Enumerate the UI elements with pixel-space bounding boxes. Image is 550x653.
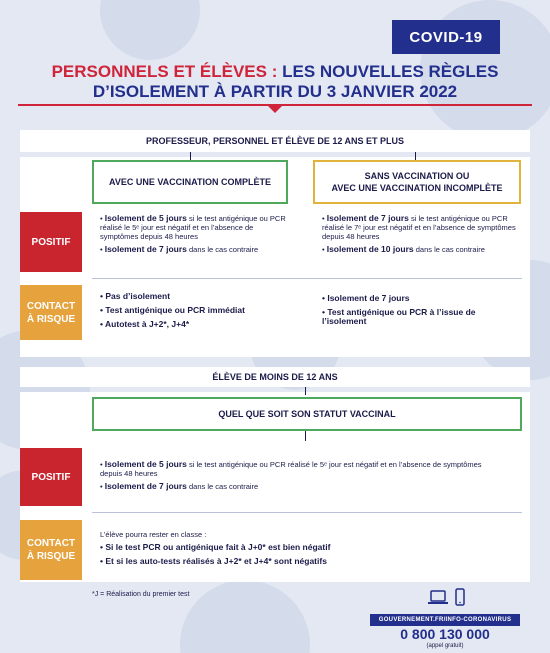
positif-child-cell (100, 460, 500, 495)
title-red-part: PERSONNELS ET ÉLÈVES : (51, 62, 278, 81)
phone-note: (appel gratuit) (426, 643, 464, 649)
list-item: • Test antigénique ou PCR à l’issue de l’isolement (322, 308, 512, 326)
contact-unvaccinated-cell (322, 294, 512, 331)
list-item: • Pas d’isolement (100, 292, 290, 301)
col-heading-unvaccinated-line2: AVEC UNE VACCINATION INCOMPLÈTE (331, 183, 503, 193)
contact-label-line2: À RISQUE (26, 551, 76, 562)
list-item: • Isolement de 10 jours dans le cas contraire (322, 244, 485, 254)
footnote: *J = Réalisation du premier test (92, 591, 190, 598)
title-line2: D’ISOLEMENT À PARTIR DU 3 JANVIER 2022 (92, 82, 458, 101)
connector-line (305, 431, 306, 441)
gov-url-link[interactable]: GOUVERNEMENT.FR/INFO-CORONAVIRUS (370, 614, 520, 626)
contact-intro: L’élève pourra rester en classe : (100, 530, 207, 539)
positif-label: POSITIF (20, 448, 82, 506)
row-separator (92, 512, 522, 513)
laptop-icon (428, 590, 448, 606)
connector-line (415, 152, 416, 160)
connector-line (190, 152, 191, 160)
list-item: • Isolement de 7 jours (322, 294, 512, 303)
list-item: • Isolement de 5 jours si le test antigénique ou PCR réalisé le 5ᵉ jour est négatif et en l’absence de symptômes depuis 48 heures (100, 213, 286, 241)
col-heading-unvaccinated (313, 160, 521, 204)
connector-line (305, 387, 306, 395)
list-item: • Isolement de 5 jours si le test antigénique ou PCR réalisé le 5ᵉ jour est négatif et en l’absence de symptômes depuis 48 heures (100, 459, 482, 478)
col-heading-vaccinated: AVEC UNE VACCINATION COMPLÈTE (92, 160, 288, 204)
mobile-icon (455, 588, 465, 606)
list-item: • Isolement de 7 jours si le test antigénique ou PCR réalisé le 7ᵉ jour est négatif et en l’absence de symptômes depuis 48 heures (322, 213, 516, 241)
title-divider-arrow (268, 106, 282, 113)
contact-vaccinated-cell (100, 292, 290, 334)
contact-a-risque-label (20, 285, 82, 340)
contact-label-line1: CONTACT (26, 538, 76, 549)
col-heading-any-status: QUEL QUE SOIT SON STATUT VACCINAL (92, 397, 522, 431)
positif-label: POSITIF (20, 212, 82, 272)
positif-unvaccinated-cell (322, 214, 522, 258)
list-item: • Si le test PCR ou antigénique fait à J+0* est bien négatif (100, 543, 500, 552)
phone-number: 0 800 130 000 (400, 626, 490, 642)
positif-vaccinated-cell (100, 214, 290, 258)
section2-heading: ÉLÈVE DE MOINS DE 12 ANS (20, 367, 530, 387)
list-item: • Et si les auto-tests réalisés à J+2* et J+4* sont négatifs (100, 557, 500, 566)
page-title (20, 62, 530, 102)
list-item: • Test antigénique ou PCR immédiat (100, 306, 290, 315)
virus-decoration (180, 580, 310, 653)
list-item: • Isolement de 7 jours dans le cas contraire (100, 481, 259, 491)
title-blue-part: LES NOUVELLES RÈGLES (282, 62, 499, 81)
contact-child-cell (100, 530, 500, 571)
row-separator (92, 278, 522, 279)
virus-decoration (100, 0, 200, 60)
contact-label-line1: CONTACT (26, 300, 76, 312)
section1-heading: PROFESSEUR, PERSONNEL ET ÉLÈVE DE 12 ANS ET PLUS (20, 130, 530, 152)
contact-a-risque-label (20, 520, 82, 580)
list-item: • Autotest à J+2*, J+4* (100, 320, 290, 329)
col-heading-unvaccinated-line1: SANS VACCINATION OU (364, 171, 470, 181)
list-item: • Isolement de 7 jours dans le cas contraire (100, 244, 259, 254)
contact-label-line2: À RISQUE (26, 313, 76, 325)
covid-badge: COVID-19 (392, 20, 500, 54)
